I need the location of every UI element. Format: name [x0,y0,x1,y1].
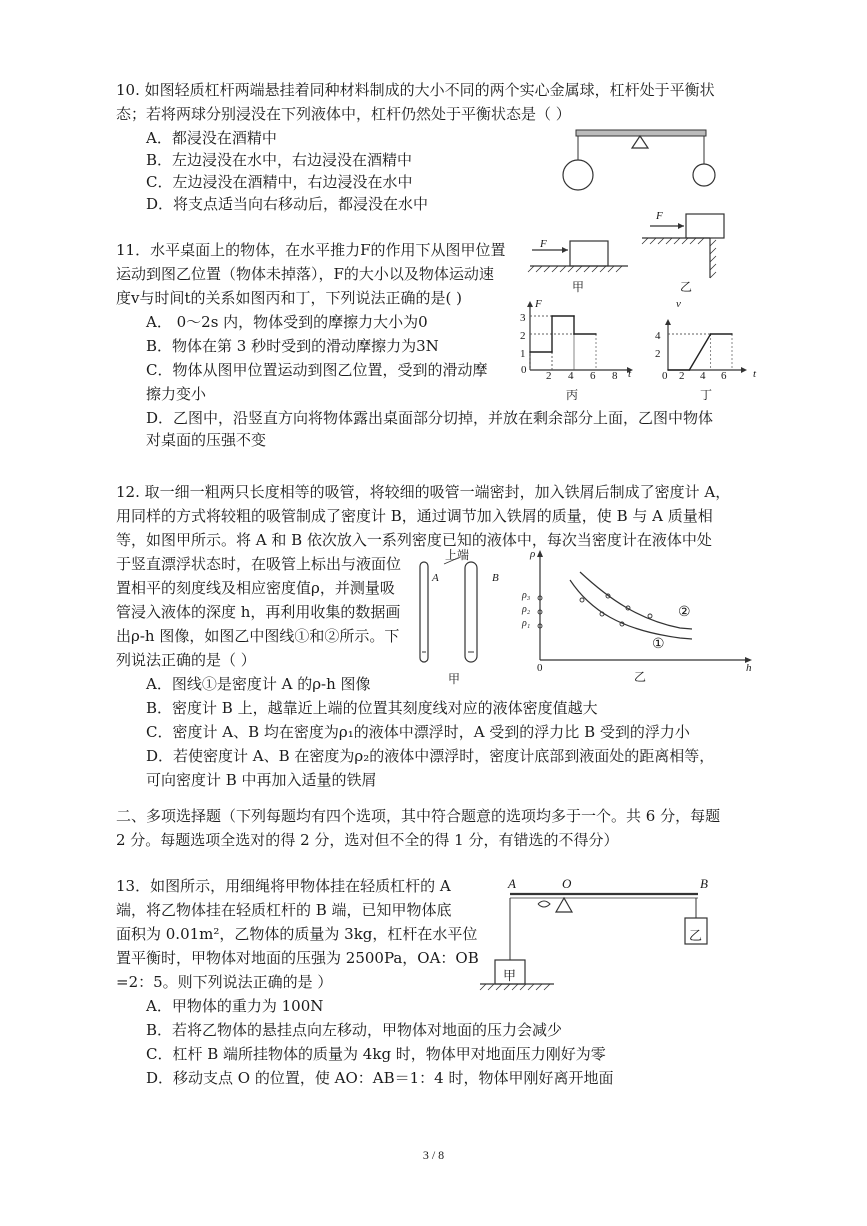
bing-point-4 [573,333,575,335]
ding-series-line [668,334,732,370]
q10-option-a: A．都浸没在酒精中 [146,129,277,147]
q13-option-d: D．移动支点 O 的位置，使 AO：AB＝1：4 时，物体甲刚好离开地面 [146,1069,614,1087]
q11-yi-caption: 乙 [680,280,693,294]
bing-point-1 [551,351,553,353]
q11-stem-line1: 11．水平桌面上的物体，在水平推力F的作用下从图甲位置 [116,241,506,259]
q11-bing-xtick-8: 8 [612,370,618,382]
bing-point-3 [573,315,575,317]
q13-stem-line1: 13．如图所示，用细绳将甲物体挂在轻质杠杆的 A [116,877,451,895]
bing-point-0 [529,351,531,353]
q11-ding-xtick-2: 2 [679,370,685,382]
q11-option-b: B．物体在第 3 秒时受到的滑动摩擦力为3N [146,337,439,355]
q11-ding-ylabel: v [676,298,681,310]
q11-bing-xlabel: t [628,368,632,380]
q13-stem-line3: 面积为 0.01m²，乙物体的质量为 3kg，杠杆在水平位 [116,925,478,943]
q12-stem-line2: 用同样的方式将较粗的吸管制成了密度计 B，通过调节加入铁屑的质量，使 B 与 A 质量相 [116,507,713,525]
q12-stem-line3: 等，如图甲所示。将 A 和 B 依次放入一系列密度已知的液体中，每次当密度计在液体中处 [116,531,712,549]
q11-option-d-line2: 对桌面的压强不变 [146,431,267,449]
q13-fig-yi-label: 乙 [689,928,703,943]
ding-point-3 [731,333,733,335]
bing-point-2 [551,315,553,317]
q13-stem-line5: =2：5。则下列说法正确的是 ） [116,973,333,991]
q11-bing-xtick-4: 4 [568,370,574,382]
q11-ding-xlabel: t [753,368,757,380]
q11-bing-xtick-6: 6 [590,370,596,382]
q10-option-c: C．左边浸没在酒精中，右边浸没在水中 [146,173,413,191]
q13-fig-jia-label: 甲 [503,968,517,983]
q11-ding-caption: 丁 [700,388,713,402]
q13-stem-line2: 端，将乙物体挂在轻质杠杆的 B 端，已知甲物体底 [116,901,452,919]
q13-option-c: C．杠杆 B 端所挂物体的质量为 4kg 时，物体甲对地面压力刚好为零 [146,1045,606,1063]
q11-yi-F-label: F [656,210,663,222]
q12-graph-ylabel: ρ [530,548,536,560]
q10-stem-line1: 10. 如图轻质杠杆两端悬挂着同种材料制成的大小不同的两个实心金属球，杠杆处于平衡状 [116,81,715,99]
q12-graph-rho3: ρ₃ [522,590,531,601]
q12-stem-line6: 管浸入液体的深度 h，再利用收集的数据画 [116,603,401,621]
q10-option-b: B．左边浸没在水中，右边浸没在酒精中 [146,151,413,169]
q11-jia-F-label: F [540,238,547,250]
q11-stem-line2: 运动到图乙位置（物体未掉落），F的大小以及物体运动速 [116,265,494,283]
q12-stem-line4: 于竖直漂浮状态时，在吸管上标出与液面位 [116,555,402,573]
q11-ding-xtick-4: 4 [700,370,706,382]
section2-heading-line1: 二、多项选择题（下列每题均有四个选项，其中符合题意的选项均多于一个。共 6 分，每题 [116,807,721,825]
q12-stem-line5: 置相平的刻度线及相应密度值ρ，并测量吸 [116,579,395,597]
q11-bing-caption: 丙 [566,388,579,402]
q12-graph-xlabel: h [746,662,752,674]
q12-graph-curve2-label: ② [678,605,691,620]
q11-option-d-line1: D．乙图中，沿竖直方向将物体露出桌面部分切掉，并放在剩余部分上面，乙图中物体 [146,409,714,427]
q11-bing-ytick-3: 3 [520,312,526,324]
q12-option-d-line2: 可向密度计 B 中再加入适量的铁屑 [146,771,377,789]
q13-fig-B-label: B [700,876,708,891]
q12-figure-jia-tubes [410,552,510,672]
q12-fig-A-label: A [432,572,439,584]
q11-bing-xtick-2: 2 [546,370,552,382]
q10-option-d: D．将支点适当向右移动后，都浸没在水中 [146,195,429,213]
q12-figure-yi-graph [530,550,755,670]
q11-option-c-line1: C．物体从图甲位置运动到图乙位置，受到的滑动摩 [146,361,488,379]
page-number: 3 / 8 [422,1148,445,1162]
q12-graph-yi-caption: 乙 [634,670,647,684]
q11-ding-ytick-4: 4 [655,330,661,342]
q11-stem-line3: 度v与时间t的关系如图丙和丁，下列说法正确的是( ) [116,289,462,307]
q11-bing-ytick-1: 1 [520,348,526,360]
q11-ding-origin: 0 [662,370,668,382]
q12-option-d-line1: D．若使密度计 A、B 在密度为ρ₂的液体中漂浮时，密度计底部到液面处的距离相等， [146,747,715,765]
q12-fig-jia-caption: 甲 [448,672,461,686]
q12-option-b: B．密度计 B 上，越靠近上端的位置其刻度线对应的液体密度值越大 [146,699,598,717]
q12-fig-B-label: B [492,572,499,584]
q11-option-a: A． 0～2s 内，物体受到的摩擦力大小为0 [146,313,428,331]
q12-graph-rho2: ρ₂ [522,604,531,615]
q11-ding-ytick-2: 2 [655,348,661,360]
q10-stem-line2: 态；若将两球分别浸没在下列液体中，杠杆仍然处于平衡状态是（ ） [116,105,571,123]
q13-fig-O-label: O [562,876,572,891]
q13-option-b: B．若将乙物体的悬挂点向左移动，甲物体对地面的压力会减少 [146,1021,563,1039]
q12-graph-rho1: ρ₁ [522,618,531,629]
q10-lever-figure [560,128,730,203]
q11-bing-origin: 0 [521,364,527,376]
q11-bing-ylabel: F [535,298,542,310]
bing-point-5 [595,333,597,335]
q11-ding-xtick-6: 6 [721,370,727,382]
q12-option-c: C．密度计 A、B 均在密度为ρ₁的液体中漂浮时，A 受到的浮力比 B 受到的浮力小 [146,723,690,741]
ding-x-arrow [741,367,747,373]
ding-point-1 [689,369,691,371]
q12-stem-line7: 出ρ-h 图像，如图乙中图线①和②所示。下 [116,627,400,645]
q11-jia-caption: 甲 [572,280,585,294]
q11-chart-ding [650,298,770,388]
q12-option-a: A．图线①是密度计 A 的ρ-h 图像 [146,675,371,693]
bing-y-arrow [527,301,533,307]
q12-stem-line8: 列说法正确的是（ ） [116,651,256,669]
q13-option-a: A．甲物体的重力为 100N [146,997,324,1015]
q11-option-c-line2: 擦力变小 [146,385,207,403]
q12-graph-curve1-label: ① [652,637,665,652]
q13-fig-A-label: A [508,876,516,891]
ding-y-arrow [665,319,671,325]
q12-graph-origin: 0 [537,662,543,674]
q12-stem-line1: 12. 取一细一粗两只长度相等的吸管，将较细的吸管一端密封，加入铁屑后制成了密度计 A， [116,483,731,501]
section2-heading-line2: 2 分。每题选项全选对的得 2 分，选对但不全的得 1 分，有错选的不得分） [116,831,619,849]
q13-stem-line4: 置平衡时，甲物体对地面的压强为 2500Pa，OA：OB [116,949,479,967]
q12-fig-top-end-label: 上端 [445,548,470,562]
q11-chart-bing [510,298,640,388]
q11-bing-ytick-2: 2 [520,330,526,342]
ding-point-2 [710,333,712,335]
